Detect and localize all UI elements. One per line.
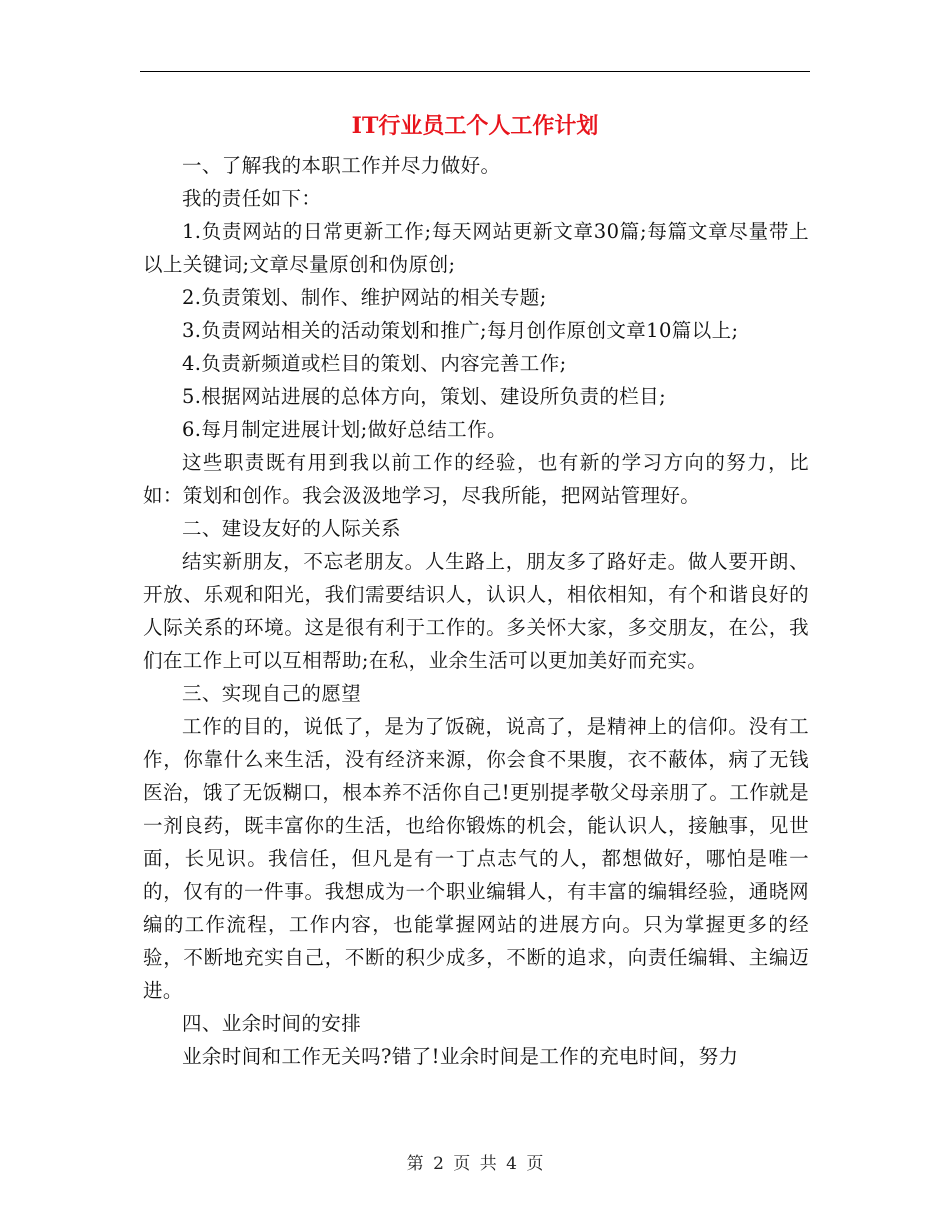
list-item: 2.负责策划、制作、维护网站的相关专题; [182,286,547,309]
section-heading-1: 一、了解我的本职工作并尽力做好。 [182,154,501,177]
section-heading-2: 二、建设友好的人际关系 [182,517,401,540]
paragraph: 结实新朋友，不忘老朋友。人生路上，朋友多了路好走。做人要开朗、开放、乐观和阳光，我们需要结识人，认识人，相依相知，有个和谐良好的人际关系的环境。这是很有利于工作的。多关怀大家，多交朋友，在公，我们在工作上可以互相帮助;在私，业余生活可以更加美好而充实。 [143,550,809,672]
list-item: 3.负责网站相关的活动策划和推广;每月创作原创文章10篇以上; [182,319,739,342]
list-item: 4.负责新频道或栏目的策划、内容完善工作; [182,352,567,375]
paragraph: 这些职责既有用到我以前工作的经验，也有新的学习方向的努力，比如：策划和创作。我会汲汲地学习，尽我所能，把网站管理好。 [143,451,809,507]
list-item: 5.根据网站进展的总体方向，策划、建设所负责的栏目; [182,385,667,408]
paragraph: 业余时间和工作无关吗?错了!业余时间是工作的充电时间，努力 [182,1045,739,1068]
document-body [143,149,809,1073]
paragraph: 我的责任如下： [182,187,322,210]
section-heading-4: 四、业余时间的安排 [182,1012,362,1035]
page-number-footer: 第 2 页 共 4 页 [406,1154,544,1174]
header-rule [140,71,810,72]
list-item: 1.负责网站的日常更新工作;每天网站更新文章30篇;每篇文章尽量带上以上关键词;文章尽量原创和伪原创; [143,220,809,276]
document-title: IT行业员工个人工作计划 [351,113,599,139]
list-item: 6.每月制定进展计划;做好总结工作。 [182,418,507,441]
paragraph: 工作的目的，说低了，是为了饭碗，说高了，是精神上的信仰。没有工作，你靠什么来生活，没有经济来源，你会食不果腹，衣不蔽体，病了无钱医治，饿了无饭糊口，根本养不活你自己!更别提孝敬父母亲朋了。工作就是一剂良药，既丰富你的生活，也给你锻炼的机会，能认识人，接触事，见世面，长见识。我信任，但凡是有一丁点志气的人，都想做好，哪怕是唯一的，仅有的一件事。我想成为一个职业编辑人，有丰富的编辑经验，通晓网编的工作流程，工作内容，也能掌握网站的进展方向。只为掌握更多的经验，不断地充实自己，不断的积少成多，不断的追求，向责任编辑、主编迈进。 [143,715,809,1002]
section-heading-3: 三、实现自己的愿望 [182,682,362,705]
